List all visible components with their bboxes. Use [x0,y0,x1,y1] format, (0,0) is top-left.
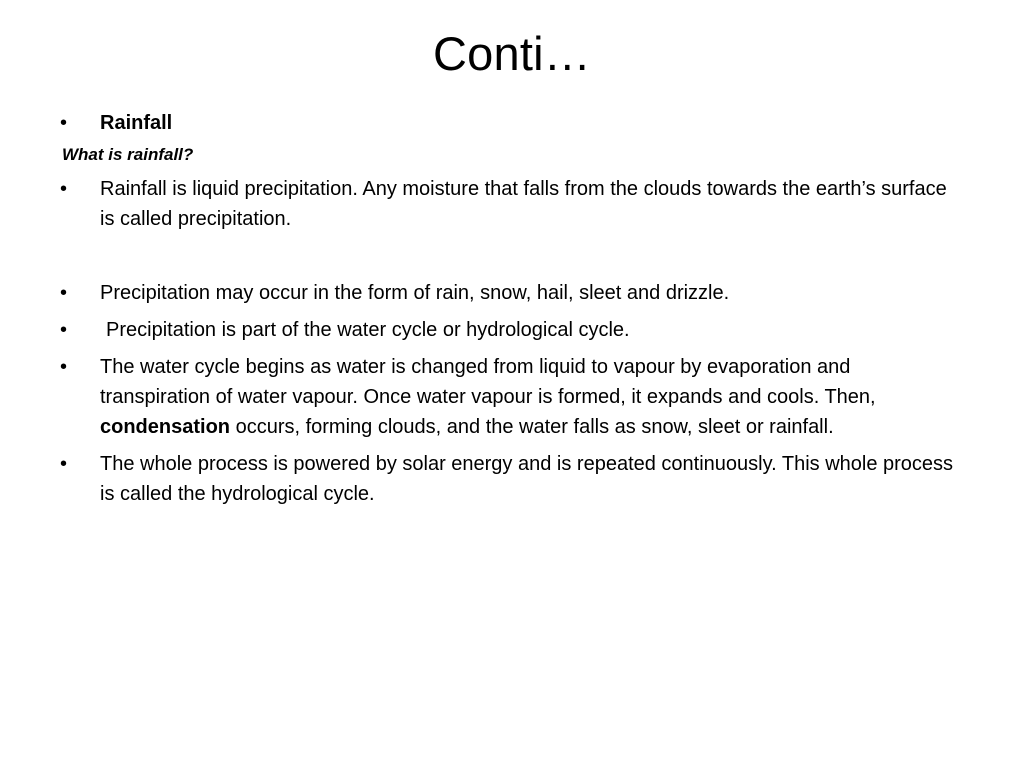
bullet-icon: • [60,178,68,200]
bullet-item-1 [60,174,960,234]
slide-title: Conti… [433,27,591,80]
bullet-icon: • [60,282,68,304]
bullet-icon: • [60,356,68,378]
section-subheading: What is rainfall? [62,145,194,164]
bullet-text: Precipitation is part of the water cycle or hydrological cycle. [106,319,630,341]
bullet-text [100,356,876,438]
bullet-item-3 [60,315,960,345]
slide-body [60,108,960,509]
bullet-icon: • [60,319,68,341]
section-heading: Rainfall [100,112,173,134]
bullet-heading-rainfall [60,108,960,138]
bullet-icon: • [60,112,68,134]
bullet-text-before: The water cycle begins as water is changed from liquid to vapour by evaporation and transpiration of water vapour. Once water vapour is formed, it expands and cools. Then, [100,356,876,408]
bullet-item-2 [60,278,960,308]
bullet-text: Precipitation may occur in the form of rain, snow, hail, sleet and drizzle. [100,282,730,304]
bullet-text: Rainfall is liquid precipitation. Any moisture that falls from the clouds towards the earth’s surface is called precipitation. [100,178,947,230]
bold-term-condensation: condensation [100,416,231,438]
bullet-item-5 [60,449,960,509]
bullet-text-after: occurs, forming clouds, and the water falls as snow, sleet or rainfall. [230,416,834,438]
bullet-icon: • [60,453,68,475]
bullet-item-4 [60,352,960,442]
bullet-text: The whole process is powered by solar energy and is repeated continuously. This whole process is called the hydrological cycle. [100,453,954,505]
